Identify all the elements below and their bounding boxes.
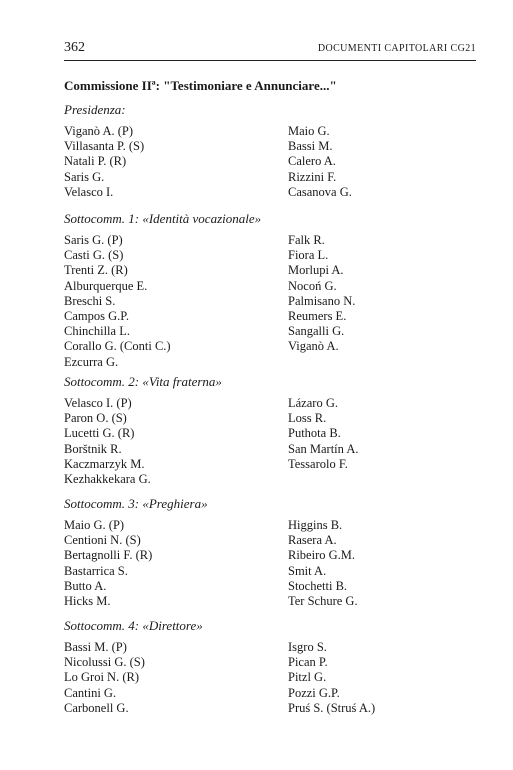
- member-name: Centioni N. (S): [64, 533, 141, 548]
- member-name: Bassi M. (P): [64, 640, 127, 654]
- left-name-list: [64, 640, 145, 716]
- member-name: Alburquerque E.: [64, 278, 148, 293]
- member-name: Lázaro G.: [288, 396, 338, 410]
- member-name: Casti G. (S): [64, 248, 124, 263]
- left-name-list: [64, 396, 151, 487]
- member-name: Ter Schure G.: [288, 594, 358, 609]
- right-name-list: [288, 233, 355, 355]
- member-name: Nicolussi G. (S): [64, 655, 145, 670]
- member-name: Paron O. (S): [64, 411, 127, 426]
- running-head: DOCUMENTI CAPITOLARI CG21: [317, 43, 476, 54]
- member-name: Falk R.: [288, 233, 325, 247]
- member-name: San Martín A.: [288, 441, 359, 456]
- right-name-list: [288, 518, 358, 609]
- section-label: Sottocomm. 4: «Direttore»: [64, 618, 203, 633]
- member-name: Kezhakkekara G.: [64, 472, 151, 487]
- member-name: Chinchilla L.: [64, 324, 130, 339]
- member-name: Higgins B.: [288, 518, 343, 532]
- member-name: Campos G.P.: [64, 309, 129, 324]
- section-label: Sottocomm. 3: «Preghiera»: [64, 496, 208, 511]
- right-name-list: [288, 640, 375, 716]
- member-name: Villasanta P. (S): [64, 139, 145, 154]
- member-name: Pican P.: [288, 655, 328, 670]
- member-name: Velasco I. (P): [64, 396, 132, 410]
- commission-title: Commissione IIª: "Testimoniare e Annunciare...": [64, 78, 337, 93]
- member-name: Nocoń G.: [288, 278, 337, 293]
- member-name: Reumers E.: [288, 309, 347, 324]
- member-name: Smit A.: [288, 563, 327, 578]
- member-name: Cantini G.: [64, 685, 117, 700]
- member-name: Velasco I.: [64, 184, 114, 199]
- member-name: Viganò A.: [288, 339, 339, 354]
- right-name-list: [288, 124, 352, 200]
- left-name-list: [64, 233, 171, 370]
- member-name: Corallo G. (Conti C.): [64, 339, 171, 354]
- member-name: Fiora L.: [288, 248, 329, 263]
- member-name: Saris G.: [64, 169, 105, 184]
- member-name: Isgro S.: [288, 640, 327, 654]
- right-name-list: [288, 396, 358, 472]
- member-name: Sangalli G.: [288, 324, 345, 339]
- member-name: Maio G.: [288, 124, 330, 138]
- member-name: Pitzl G.: [288, 670, 327, 685]
- member-name: Breschi S.: [64, 293, 116, 308]
- section-label: Presidenza:: [64, 102, 126, 117]
- member-name: Maio G. (P): [64, 518, 125, 532]
- member-name: Pruś S. (Struś A.): [288, 700, 376, 715]
- member-name: Saris G. (P): [64, 233, 123, 247]
- member-name: Palmisano N.: [288, 293, 356, 308]
- section-label: Sottocomm. 2: «Vita fraterna»: [64, 374, 222, 389]
- member-name: Bastarrica S.: [64, 563, 128, 578]
- page-header: [64, 38, 476, 61]
- member-name: Lucetti G. (R): [64, 426, 135, 441]
- member-name: Loss R.: [288, 411, 327, 426]
- member-name: Bassi M.: [288, 139, 333, 154]
- member-name: Casanova G.: [288, 184, 352, 199]
- left-name-list: [64, 124, 144, 200]
- section-label: Sottocomm. 1: «Identità vocazionale»: [64, 211, 262, 226]
- member-name: Kaczmarzyk M.: [64, 456, 145, 471]
- member-name: Rizzini F.: [288, 169, 337, 184]
- member-name: Tessarolo F.: [288, 456, 348, 471]
- member-name: Morlupi A.: [288, 263, 344, 278]
- member-name: Puthota B.: [288, 426, 341, 441]
- member-name: Bertagnolli F. (R): [64, 548, 153, 563]
- member-name: Ezcurra G.: [64, 354, 119, 369]
- member-name: Ribeiro G.M.: [288, 548, 356, 563]
- member-name: Pozzi G.P.: [288, 685, 340, 700]
- member-name: Viganò A. (P): [64, 124, 134, 138]
- member-name: Rasera A.: [288, 533, 337, 548]
- member-name: Carbonell G.: [64, 700, 129, 715]
- left-name-list: [64, 518, 152, 609]
- member-name: Calero A.: [288, 154, 336, 169]
- member-name: Stochetti B.: [288, 578, 348, 593]
- member-name: Borštnik R.: [64, 441, 122, 456]
- member-name: Trenti Z. (R): [64, 263, 128, 278]
- member-name: Lo Groi N. (R): [64, 670, 139, 685]
- member-name: Hicks M.: [64, 594, 111, 609]
- page-number: 362: [64, 40, 85, 55]
- member-name: Natali P. (R): [64, 154, 127, 169]
- member-name: Butto A.: [64, 578, 107, 593]
